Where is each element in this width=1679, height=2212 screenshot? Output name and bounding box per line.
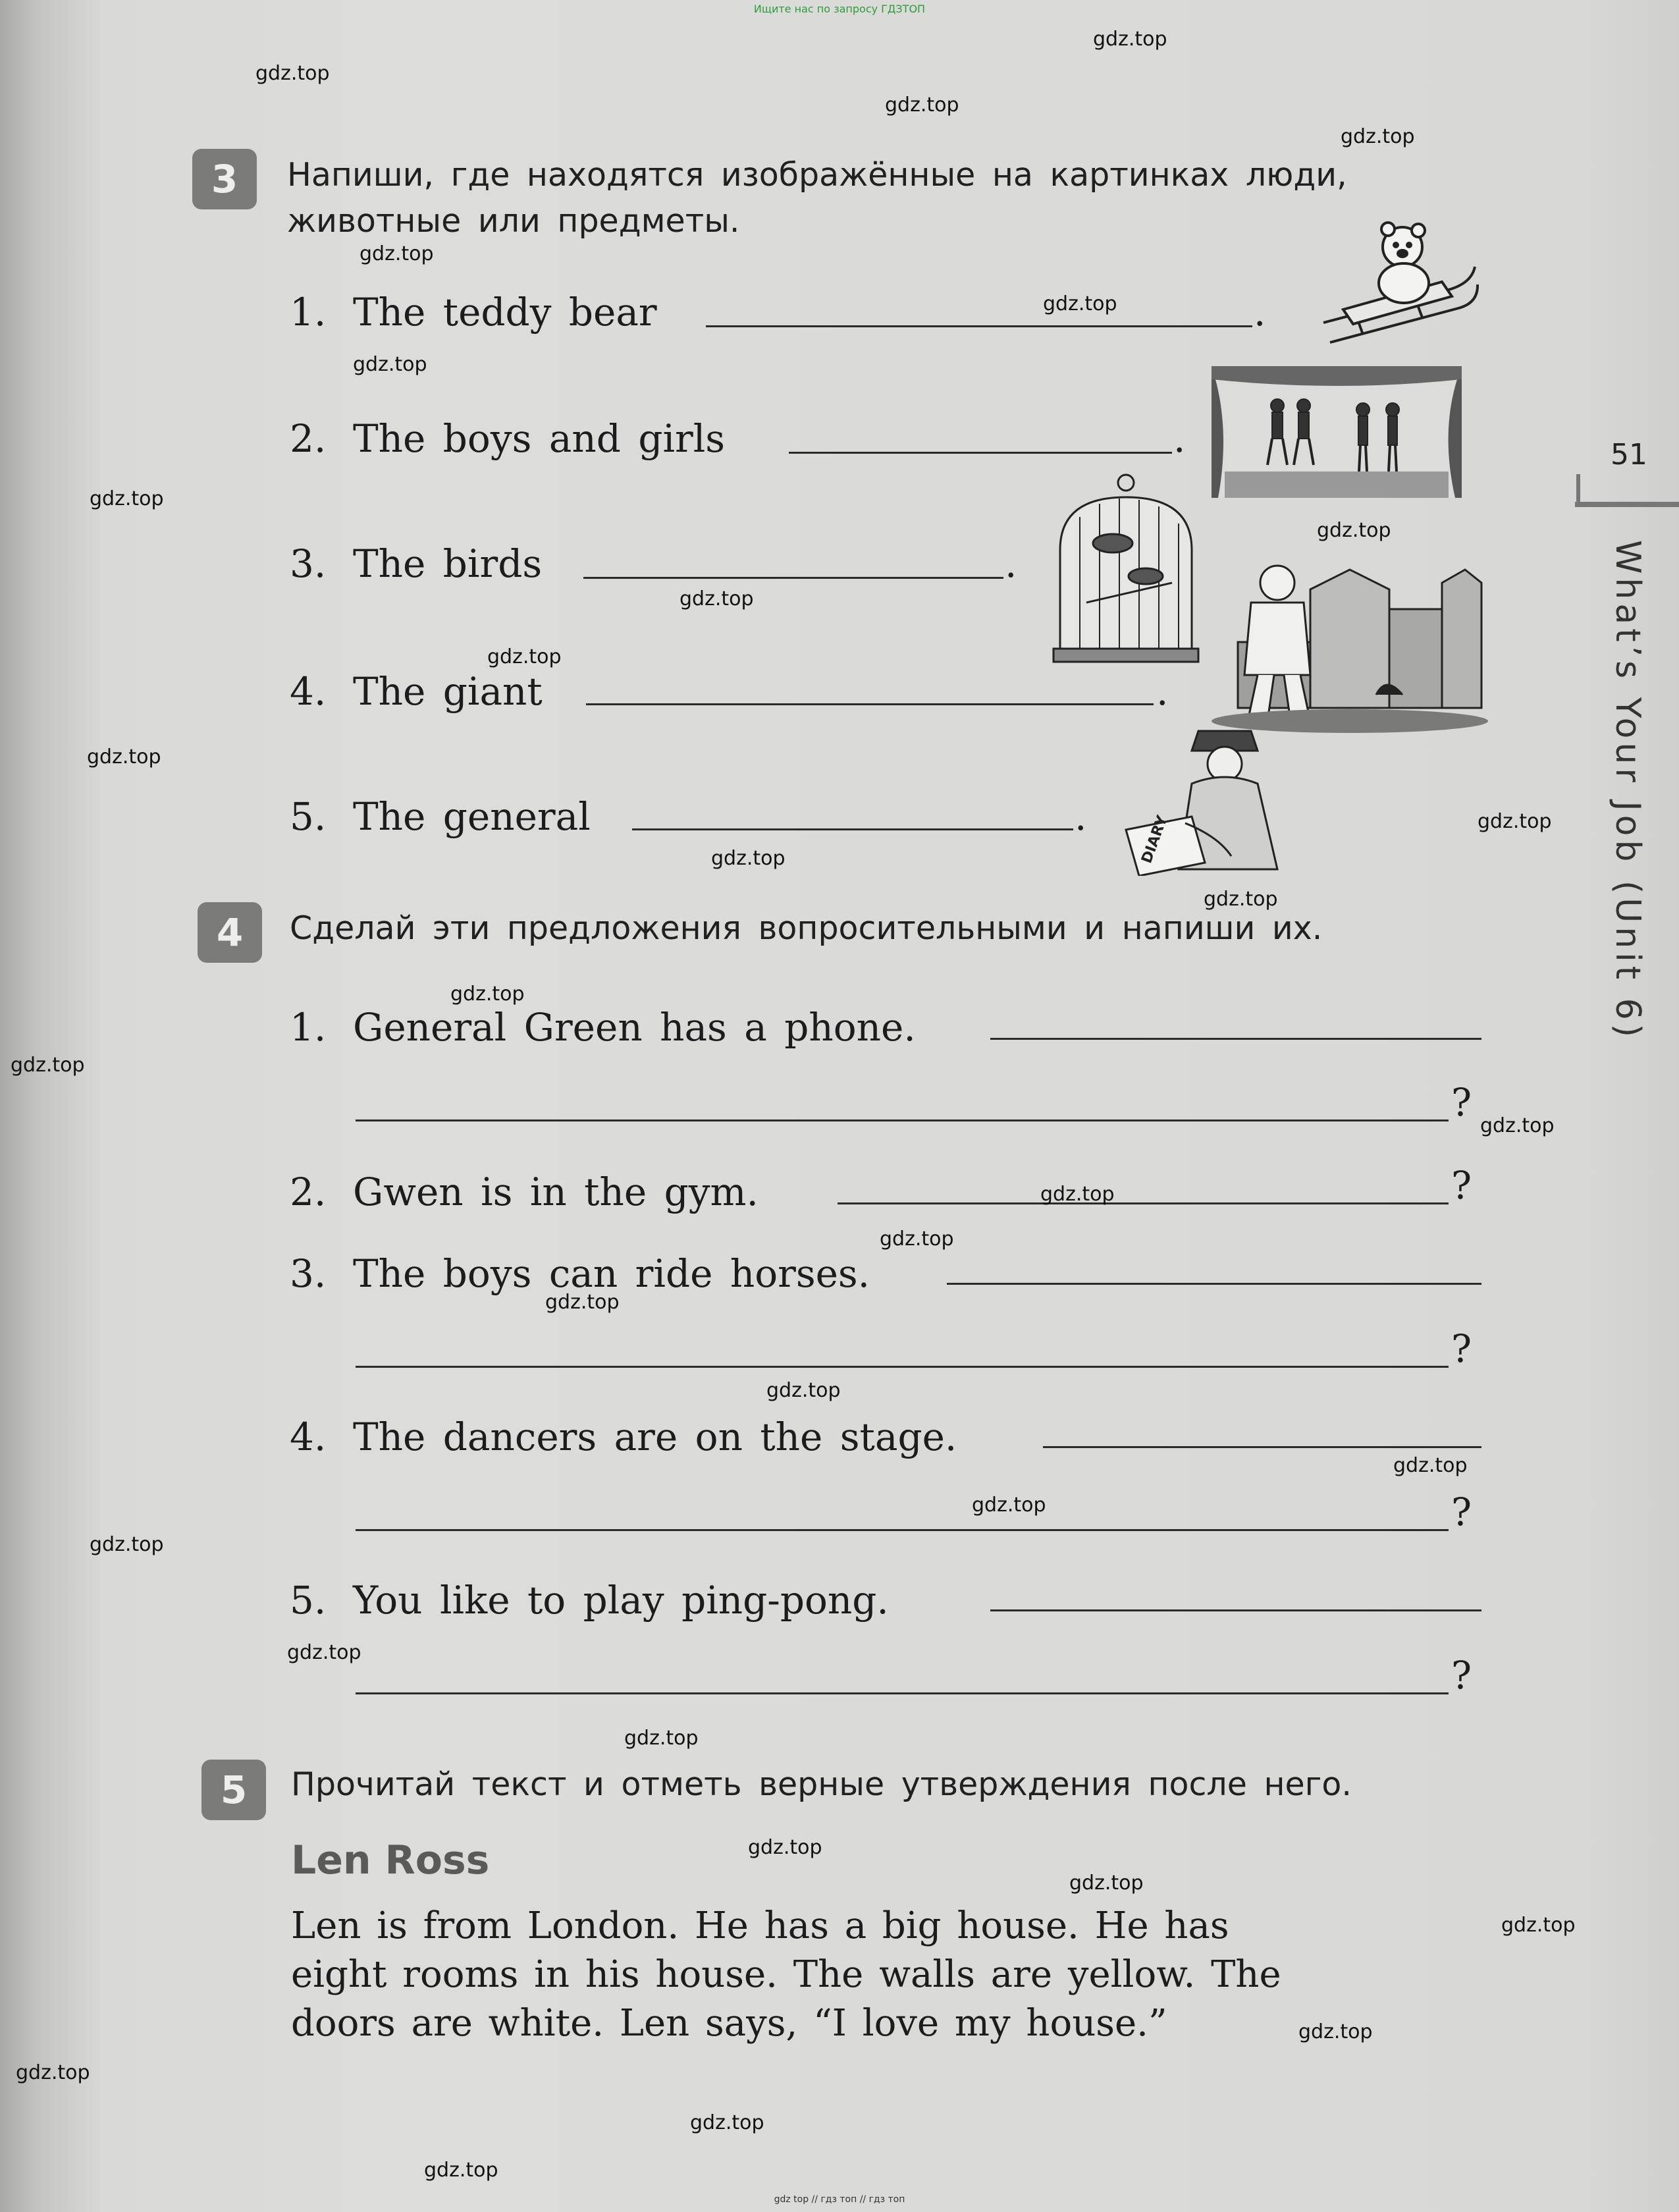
watermark: gdz.top: [90, 1533, 164, 1556]
watermark: gdz.top: [690, 2111, 764, 2134]
watermark: gdz.top: [1341, 125, 1415, 148]
ex3-item-2-num: 2.: [290, 416, 327, 461]
ex4-item-2-end: ?: [1451, 1163, 1472, 1208]
exercise-5-badge: 5: [201, 1760, 266, 1820]
ex4-item-2-text: Gwen is in the gym.: [353, 1170, 759, 1214]
watermark: gdz.top: [450, 983, 525, 1006]
watermark: gdz.top: [255, 62, 330, 85]
ex4-item-2-num: 2.: [290, 1170, 327, 1214]
watermark: gdz.top: [16, 2061, 90, 2084]
ex4-item-3-text: The boys can ride horses.: [353, 1251, 870, 1296]
ex4-item-3-num: 3.: [290, 1251, 327, 1296]
ex4-item-4-text: The dancers are on the stage.: [353, 1415, 957, 1459]
ex4-item-4-end: ?: [1451, 1490, 1472, 1534]
side-rule-vertical: [1576, 474, 1580, 507]
watermark: gdz.top: [972, 1494, 1046, 1517]
story-line-1: Len is from London. He has a big house. He has: [291, 1904, 1229, 1947]
ex3-item-3-num: 3.: [290, 541, 327, 586]
side-rule-horizontal: [1575, 502, 1679, 507]
ex3-answer-line-4[interactable]: [586, 703, 1154, 705]
watermark: gdz.top: [1393, 1454, 1468, 1477]
exercise-3-instruction-line1: Напиши, где находятся изображённые на картинках люди,: [287, 156, 1347, 194]
ex3-item-5-end: .: [1075, 794, 1087, 839]
ex4-answer-line-2[interactable]: [838, 1202, 1449, 1204]
birdcage-illustration: [1047, 471, 1205, 668]
ex3-item-2-text: The boys and girls: [353, 416, 726, 461]
watermark: gdz.top: [1069, 1872, 1144, 1895]
ex3-item-5-num: 5.: [290, 794, 327, 839]
ex4-item-5-num: 5.: [290, 1578, 327, 1623]
watermark: gdz.top: [766, 1379, 841, 1402]
ex4-item-3-end: ?: [1451, 1326, 1472, 1371]
watermark: gdz.top: [1480, 1114, 1555, 1137]
page-number: 51: [1611, 438, 1647, 472]
top-note: Ищите нас по запросу ГДЗТОП: [753, 3, 926, 15]
exercise-3-instruction-line2: животные или предметы.: [287, 202, 740, 240]
watermark: gdz.top: [711, 847, 786, 870]
exercise-5-instruction: Прочитай текст и отметь верные утверждения после него.: [291, 1766, 1352, 1803]
ex3-item-2-end: .: [1173, 416, 1186, 461]
watermark: gdz.top: [1478, 810, 1552, 833]
ex4-item-5-end: ?: [1451, 1653, 1472, 1698]
ex3-answer-line-5[interactable]: [632, 828, 1073, 830]
story-line-2: eight rooms in his house. The walls are yellow. The: [291, 1953, 1281, 1996]
watermark: gdz.top: [1317, 519, 1391, 542]
watermark: gdz.top: [1298, 2020, 1373, 2043]
ex3-answer-line-3[interactable]: [583, 577, 1003, 579]
ex4-answer-line-4a[interactable]: [1043, 1446, 1481, 1448]
watermark: gdz.top: [287, 1641, 361, 1664]
ex4-item-4-num: 4.: [290, 1415, 327, 1459]
ex4-answer-line-1b[interactable]: [356, 1119, 1449, 1121]
watermark: gdz.top: [424, 2159, 498, 2182]
ex3-item-5-text: The general: [353, 794, 591, 839]
ex3-item-3-text: The birds: [353, 541, 543, 586]
diary-label: DIARY: [1138, 813, 1171, 866]
ex4-answer-line-5a[interactable]: [990, 1609, 1481, 1611]
watermark: gdz.top: [1043, 292, 1117, 315]
giant-castle-illustration: [1212, 543, 1488, 734]
watermark: gdz.top: [90, 487, 164, 510]
bottom-note: gdz top // гдз топ // гдз топ: [774, 2194, 905, 2205]
watermark: gdz.top: [1040, 1183, 1115, 1206]
watermark: gdz.top: [1204, 888, 1278, 911]
exercise-4-instruction: Сделай эти предложения вопросительными и напиши их.: [290, 909, 1323, 947]
watermark: gdz.top: [680, 587, 754, 610]
story-line-3: doors are white. Len says, “I love my house.”: [291, 2002, 1167, 2045]
exercise-3-badge: 3: [192, 149, 257, 209]
watermark: gdz.top: [353, 353, 427, 376]
ex3-item-4-text: The giant: [353, 669, 543, 714]
ex3-item-4-end: .: [1156, 669, 1169, 714]
watermark: gdz.top: [1093, 28, 1167, 51]
ex4-item-1-num: 1.: [290, 1005, 327, 1050]
watermark: gdz.top: [545, 1291, 620, 1314]
ex4-answer-line-1a[interactable]: [990, 1038, 1481, 1040]
general-diary-illustration: [1119, 724, 1304, 876]
ex3-answer-line-1[interactable]: [706, 325, 1252, 327]
watermark: gdz.top: [360, 242, 434, 265]
watermark: gdz.top: [1501, 1914, 1576, 1937]
watermark: gdz.top: [624, 1727, 699, 1750]
watermark: gdz.top: [748, 1836, 822, 1859]
exercise-4-badge: 4: [198, 902, 262, 963]
ex4-answer-line-5b[interactable]: [356, 1692, 1449, 1694]
ex3-answer-line-2[interactable]: [789, 452, 1172, 454]
ex3-item-1-end: .: [1254, 290, 1266, 335]
teddy-bear-sled-illustration: [1317, 211, 1481, 356]
watermark: gdz.top: [880, 1227, 954, 1251]
watermark: gdz.top: [885, 94, 959, 117]
ex3-item-4-num: 4.: [290, 669, 327, 714]
ex4-answer-line-4b[interactable]: [356, 1529, 1449, 1531]
unit-title: What’s Your Job (Unit 6): [1608, 540, 1647, 1042]
ex4-item-5-text: You like to play ping-pong.: [353, 1578, 889, 1623]
ex4-answer-line-3b[interactable]: [356, 1366, 1449, 1368]
watermark: gdz.top: [487, 645, 562, 668]
watermark: gdz.top: [87, 745, 161, 769]
story-title: Len Ross: [291, 1837, 490, 1883]
ex3-item-1-num: 1.: [290, 290, 327, 335]
ex4-item-1-text: General Green has a phone.: [353, 1005, 916, 1050]
ex4-item-1-end: ?: [1451, 1080, 1472, 1125]
watermark: gdz.top: [11, 1054, 85, 1077]
ex4-answer-line-3a[interactable]: [947, 1283, 1481, 1285]
stage-dancers-illustration: [1212, 366, 1462, 498]
ex3-item-1-text: The teddy bear: [353, 290, 657, 335]
ex3-item-3-end: .: [1005, 541, 1017, 586]
